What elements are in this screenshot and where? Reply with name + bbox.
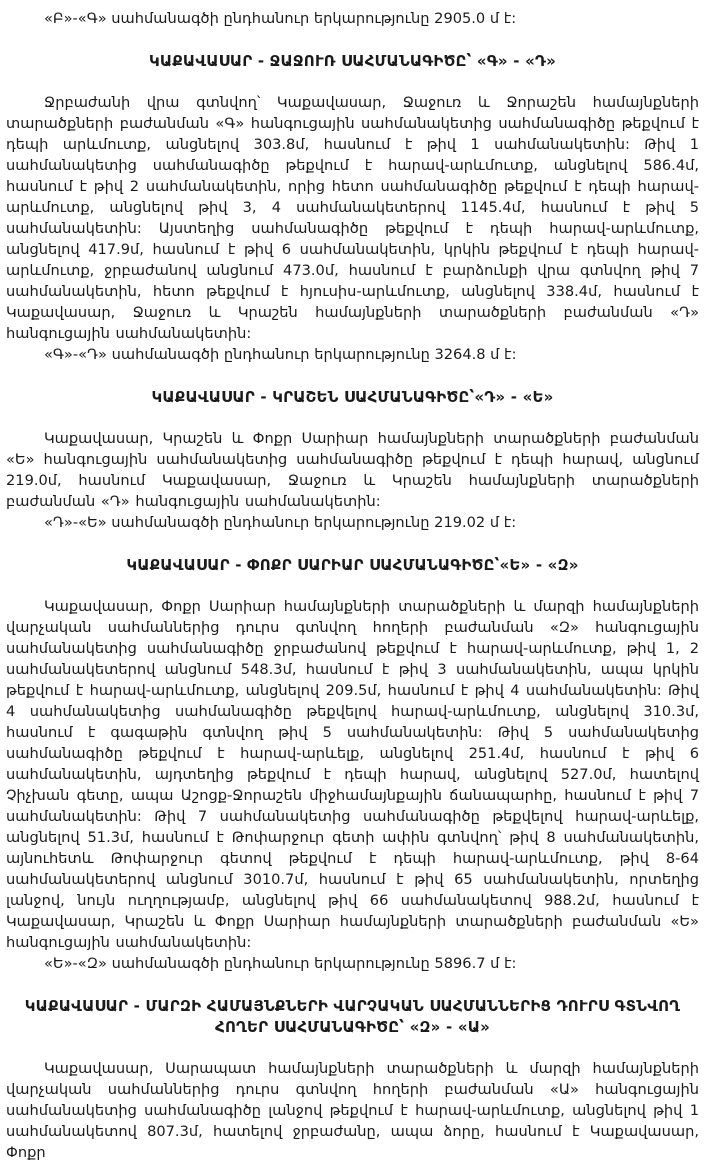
boundary-total-length-g-d: «Գ»-«Դ» սահմանագծի ընդհանուր երկարությունը 3264.8 մ է:	[44, 346, 517, 363]
section-title-kaqavasar-marz-outside-lands: ԿԱՔԱՎԱՍԱՐ - ՄԱՐԶԻ ՀԱՄԱՅՆՔՆԵՐԻ ՎԱՐՉԱԿԱՆ ՍԱՀՄԱՆՆԵՐԻՑ ԴՈՒՐՍ ԳՏՆՎՈՂ ՀՈՂԵՐ ՍԱՀՄԱՆԱԳԻԾԸ՝ «Զ» - «Ա»	[24, 997, 681, 1036]
boundary-total-length-d-e: «Դ»-«Ե» սահմանագծի ընդհանուր երկարությունը 219.02 մ է:	[44, 514, 517, 531]
section-title-kaqavasar-pokr-sariar: ԿԱՔԱՎԱՍԱՐ - ՓՈՔՐ ՍԱՐԻԱՐ ՍԱՀՄԱՆԱԳԻԾԸ՝«Ե» - «Զ»	[126, 556, 579, 574]
section-body-kaqavasar-krashen: Կաքավասար, Կրաշեն և Փոքր Սարիար համայնքների տարածքների բաժանման «Ե» հանգուցային սահմանակետից սահմանագիծը թեքվում է դեպի հարավ, անցնում 219.0մ, հասնում Կաքավասար, Ջաջուռ և Կրաշեն համայնքների տարածքների բաժանման «Դ» հանգուցային սահմանակետին:	[6, 430, 699, 510]
section-body-kaqavasar-marz-outside-lands: Կաքավասար, Սարապատ համայնքների տարածքների և մարզի համայնքների վարչական սահմաններից դուրս գտնվող հողերի բաժանման «Ա» հանգուցային սահմանակետից սահմանագիծը լանջով թեքվում է հարավ-արևմուտք, անցնելով թիվ 1 սահմանակետով 807.3մ, հատելով ջրբաժանը, ապա ձորը, հասնում է Կաքավասար, Փոքր	[6, 1060, 699, 1161]
section-body-kaqavasar-pokr-sariar: Կաքավասար, Փոքր Սարիար համայնքների տարածքների և մարզի համայնքների վարչական սահմաններից դուրս գտնվող հողերի բաժանման «Զ» հանգուցային սահմանակետից սահմանագիծը ջրբաժանով թեքվում է հարավ-արևմուտք, թիվ 1, 2 սահմանակետերով անցնում 548.3մ, հասնում է թիվ 3 սահմանակետին, ապա կրկին թեքվում է հարավ-արևմուտք, անցնելով 209.5մ, հասնում է թիվ 4 սահմանակետին: Թիվ 4 սահմանակետից սահմանագիծը թեքվելով հարավ-արևմուտք, անցնելով 310.3մ, հասնում է գագաթին գտնվող թիվ 5 սահմանակետին: Թիվ 5 սահմանակետից սահմանագիծը թեքվում է հարավ-արևելք, անցնելով 251.4մ, հասնում է թիվ 6 սահմանակետին, այդտեղից թեքվում է դեպի հարավ, անցնելով 527.0մ, հատելով Չիչխան գետը, ապա Աշոցք-Ջորաշեն միջհամայնքային ճանապարհը, հասնում է թիվ 7 սահմանակետին: Թիվ 7 սահմանակետից սահմանագիծը թեքվելով հարավ-արևելք, անցնելով 51.3մ, հասնում է Թոփարջուր գետի ափին գտնվող՝ թիվ 8 սահմանակետին, այնուհետև Թոփարջուր գետով թեքվում է դեպի հարավ-արևմուտք, թիվ 8-64 սահմանակետերով անցնում 3010.7մ, հասնում է թիվ 65 սահմանակետին, որտեղից լանջով, նույն ուղղությամբ, անցնելով թիվ 66 սահմանակետով 988.2մ, հասնում է Կաքավասար, Կրաշեն և Փոքր Սարիար համայնքների տարածքների բաժանման «Ե» հանգուցային սահմանակետին:	[6, 598, 699, 951]
boundary-total-length-b-g: «Բ»-«Գ» սահմանագծի ընդհանուր երկարությունը 2905.0 մ է:	[44, 10, 517, 27]
boundary-total-length-e-z: «Ե»-«Զ» սահմանագծի ընդհանուր երկարությունը 5896.7 մ է:	[44, 955, 517, 972]
section-body-kaqavasar-jajur: Ջրբաժանի վրա գտնվող՝ Կաքավասար, Ջաջուռ և Ջորաշեն համայնքների տարածքների բաժանման «Գ» հանգուցային սահմանակետից սահմանագիծը թեքվում է դեպի արևմուտք, անցնելով 303.8մ, հասնում է թիվ 1 սահմանակետին: Թիվ 1 սահմանակետից սահմանագիծը թեքվում է հարավ-արևմուտք, անցնելով 586.4մ, հասնում է թիվ 2 սահմանակետին, որից հետո սահմանագիծը թեքվում է դեպի հարավ-արևմուտք, անցնելով թիվ 3, 4 սահմանակետերով 1145.4մ, հասնում է թիվ 5 սահմանակետին: Այստեղից սահմանագիծը թեքվում է դեպի հարավ-արևմուտք, անցնելով 417.9մ, հասնում է թիվ 6 սահմանակետին, կրկին թեքվում է դեպի հարավ-արևմուտք, ջրբաժանով անցնում 473.0մ, հասնում է բարձունքի վրա գտնվող թիվ 7 սահմանակետին, հետո թեքվում է հյուսիս-արևմուտք, անցնելով 338.4մ, հասնում է Կաքավասար, Ջաջուռ և Կրաշեն համայնքների տարածքների բաժանման «Դ» հանգուցային սահմանակետին:	[6, 94, 699, 342]
section-title-kaqavasar-krashen: ԿԱՔԱՎԱՍԱՐ - ԿՐԱՇԵՆ ՍԱՀՄԱՆԱԳԻԾԸ՝«Դ» - «Ե»	[151, 388, 554, 406]
section-title-kaqavasar-jajur: ԿԱՔԱՎԱՍԱՐ - ՋԱՋՈՒՌ ՍԱՀՄԱՆԱԳԻԾԸ՝ «Գ» - «Դ»	[148, 52, 557, 70]
